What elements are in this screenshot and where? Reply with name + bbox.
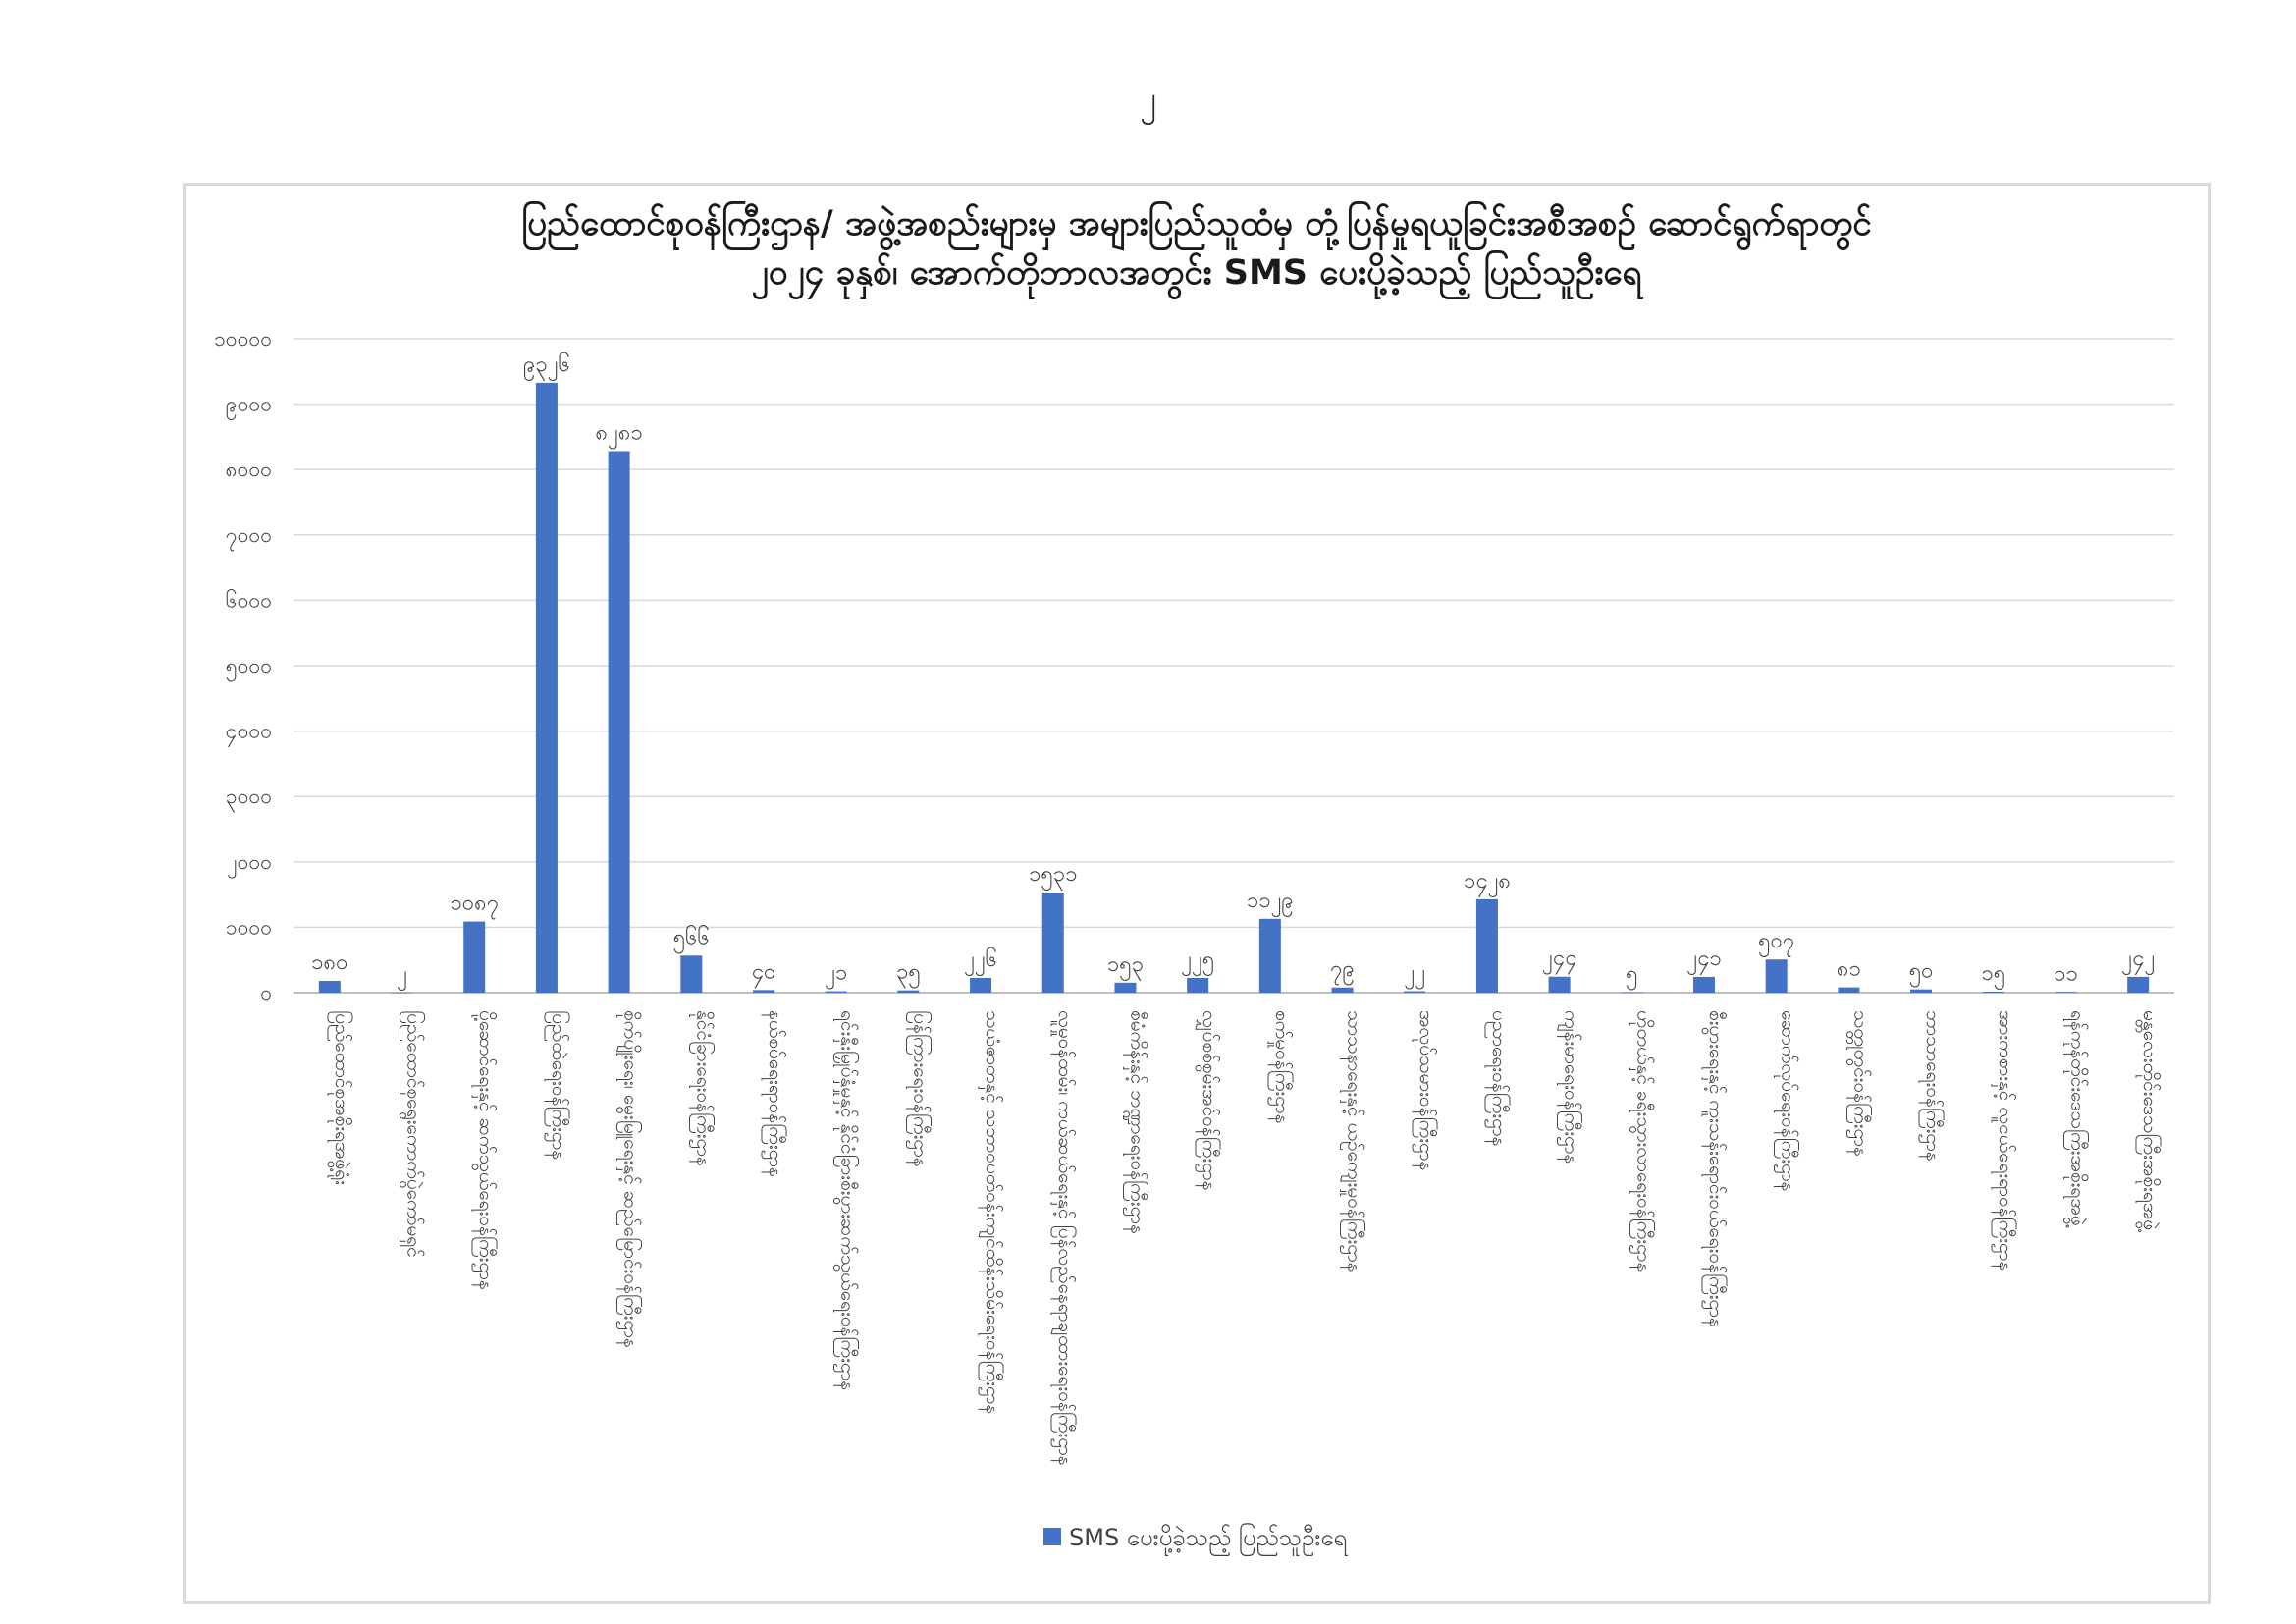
data-label: ၅၀	[1908, 958, 1934, 984]
bar	[609, 451, 630, 993]
data-label: ၂၁	[825, 960, 848, 986]
data-label: ၁၅	[1981, 961, 2006, 987]
chart-frame	[183, 183, 2211, 1604]
y-tick-label: ၄၀၀၀	[225, 719, 272, 743]
data-label: ၅၀၇	[1758, 929, 1795, 954]
bar	[1838, 988, 1859, 993]
bar	[1404, 992, 1425, 993]
x-tick-label: ပြန်ကြားရေးဝန်ကြီးဌာန	[909, 1010, 932, 1167]
chart-title-line-2: ၂၀၂၄ ခုနှစ်၊ အောက်တိုဘာလအတွင်း SMS ပေးပို့ခဲ့သည့် ပြည်သူဦးရေ	[751, 253, 1642, 293]
y-tick-label: ၆၀၀၀	[225, 588, 272, 613]
x-tick-label: မန္တလေးတိုင်းဒေသကြီးအစိုးရအဖွဲ့	[2139, 1010, 2162, 1231]
data-label: ၁၅၃	[1106, 951, 1145, 977]
data-label: ၂၂၅	[1181, 947, 1215, 973]
bar	[826, 992, 847, 993]
data-label: ၅	[1626, 961, 1638, 987]
y-tick-label: ၉၀၀၀	[225, 392, 272, 416]
x-tick-label: ကျန်းမာရေးဝန်ကြီးဌာန	[1560, 1010, 1582, 1164]
x-tick-label: နိုင်ငံခြားရေးဝန်ကြီးဌာန	[692, 1010, 715, 1166]
data-label: ၂၄၄	[1541, 946, 1577, 971]
y-tick-label: ၁၀၀၀၀	[213, 327, 272, 351]
data-label: ၃၅	[896, 959, 921, 985]
bar	[1476, 899, 1498, 993]
x-tick-label: နယ်စပ်ရေးရာဝန်ကြီးဌာန	[765, 1010, 786, 1177]
bar	[319, 981, 341, 993]
bar	[1332, 988, 1354, 993]
y-tick-label: ၈၀၀၀	[225, 458, 272, 482]
x-tick-label: ပြည်ထောင်စုရွေးကောက်ပွဲကော်မရှင်	[402, 1010, 425, 1258]
page-number: ၂	[1140, 80, 1156, 119]
bar	[1114, 983, 1136, 993]
x-tick-label: သတ္တုတွင်းဝန်ကြီးဌာန	[1849, 1010, 1872, 1157]
x-tick-label: ရန်ကုန်တိုင်းဒေသကြီးအစိုးရအဖွဲ့	[2066, 1010, 2089, 1226]
bar	[1910, 990, 1932, 993]
bar	[1259, 919, 1281, 993]
bar	[753, 990, 774, 993]
data-label: ၁၀၈၇	[450, 891, 500, 916]
y-tick-label: ၅၀၀၀	[225, 654, 272, 677]
bar	[1187, 978, 1208, 993]
bar	[392, 993, 413, 994]
x-tick-label: ပြည်ထဲရေးဝန်ကြီးဌာန	[547, 1010, 569, 1161]
x-tick-label: သာသနာရေးနှင့် ယဉ်ကျေးမှုဝန်ကြီးဌာန	[1343, 1010, 1365, 1272]
bar	[536, 383, 558, 993]
data-label: ၁၈၀	[311, 950, 348, 976]
legend-swatch	[1043, 1528, 1061, 1545]
data-label: ၁၁	[2054, 961, 2078, 987]
legend-label: SMS ပေးပို့ခဲ့သည့် ပြည်သူဦးရေ	[1069, 1524, 1348, 1551]
x-tick-label: စီးပွားရေးနှင့် ကူးသန်းရောင်းဝယ်ရေးဝန်ကြီးဌာန	[1705, 1010, 1727, 1327]
data-label: ၈၂၈၁	[595, 420, 643, 446]
bar	[970, 978, 991, 993]
x-tick-label: ပြည်ထောင်စုအစိုးရအဖွဲ့ရုံး	[330, 1010, 352, 1186]
x-tick-label: အားကစားနှင့် လူငယ်ရေးရာဝန်ကြီးဌာန	[1994, 1010, 2016, 1272]
x-tick-label: စီမံကိန်းနှင့် ဘဏ္ဍာရေးဝန်ကြီးဌာန	[1126, 1010, 1148, 1234]
x-axis-labels	[327, 1010, 2163, 1466]
x-tick-label: စိုက်ပျိုးရေး၊ မွေးမြူရေးနှင့် ဆည်မြောင်းဝန်ကြီးဌာန	[619, 1010, 642, 1348]
bar	[1693, 977, 1715, 993]
bar	[680, 955, 702, 993]
chart-title-line-1: ပြည်ထောင်စုဝန်ကြီးဌာန/ အဖွဲ့အစည်းများမှ အများပြည်သူထံမှ တုံ့ပြန်မှုရယူခြင်းအစီအစဉ် ဆောင်ရွက်ရာတွင်	[521, 204, 1872, 244]
x-tick-label: ပို့ဆောင်ရေးနှင့် ဆက်သွယ်ရေးဝန်ကြီးဌာန	[475, 1010, 498, 1290]
y-tick-label: ၁၀၀၀	[225, 915, 272, 940]
bar	[897, 991, 919, 993]
y-tick-label: ၇၀၀၀	[225, 522, 272, 547]
data-label: ၂	[397, 961, 407, 987]
x-tick-label: သယံဇာတနှင့် သဘာဝပတ်ဝန်းကျင်ထိန်းသိမ်းရေးဝန်ကြီးဌာန	[982, 1010, 1004, 1415]
y-tick-label: ၃၀၀၀	[225, 785, 272, 809]
data-label: ၄၀	[751, 959, 776, 985]
data-label: ၂၂၆	[964, 947, 998, 972]
bar	[463, 922, 485, 993]
y-tick-label: ၂၀၀၀	[227, 849, 272, 874]
x-tick-label: ပညာရေးဝန်ကြီးဌာန	[1487, 1010, 1510, 1147]
x-tick-label: ဆောက်လုပ်ရေးဝန်ကြီးဌာန	[1777, 1010, 1799, 1192]
data-label: ၂၂	[1404, 960, 1426, 986]
data-label: ၈၁	[1836, 956, 1861, 982]
data-label: ၁၅၃၁	[1029, 862, 1078, 888]
y-axis-ticks	[214, 327, 272, 1004]
x-tick-label: စက်မှုဝန်ကြီးဌာန	[1270, 1010, 1293, 1124]
data-label: ၂၄၁	[1686, 946, 1722, 971]
gridlines	[294, 339, 2174, 993]
data-label: ၁၄၂၈	[1463, 868, 1511, 893]
bar-chart	[186, 186, 2208, 1601]
x-tick-label: ရင်းနှီးမြှုပ်နှံမှုနှင့် နိုင်ငံခြားစီးပွားဆက်သွယ်ရေးဝန်ကြီးဌာန	[836, 1010, 859, 1391]
x-tick-label: လူမှုဝန်ထမ်း၊ ကယ်ဆယ်ရေးနှင့် ပြန်လည်နေရာချထားရေးဝန်ကြီးဌာန	[1053, 1010, 1076, 1466]
data-label: ၇၉	[1330, 956, 1355, 982]
y-tick-label: ၀	[260, 981, 272, 1004]
bar	[2055, 992, 2076, 993]
bar	[1766, 959, 1788, 993]
x-tick-label: ဘာသာရေးဝန်ကြီးဌာန	[1922, 1010, 1945, 1162]
bar	[2127, 977, 2149, 993]
legend	[1043, 1522, 1348, 1556]
data-label: ၁၁၂၉	[1246, 888, 1294, 913]
bar	[1549, 977, 1571, 993]
data-label: ၂၄၂	[2121, 946, 2156, 971]
x-tick-label: ဟိုတယ်နှင့် ခရီးသွားလာရေးဝန်ကြီးဌာန	[1632, 1010, 1655, 1272]
x-tick-label: လျှပ်စစ်စွမ်းအင်ဝန်ကြီးဌာန	[1199, 1010, 1221, 1191]
data-label: ၅၆၆	[672, 925, 710, 950]
data-labels	[311, 352, 2155, 991]
data-label: ၉၃၂၆	[522, 352, 570, 377]
bar	[1983, 992, 2004, 993]
bars	[319, 383, 2149, 993]
bar	[1042, 893, 1064, 993]
x-tick-label: အလုပ်သမားဝန်ကြီးဌာန	[1415, 1010, 1438, 1171]
bar	[1621, 993, 1642, 994]
